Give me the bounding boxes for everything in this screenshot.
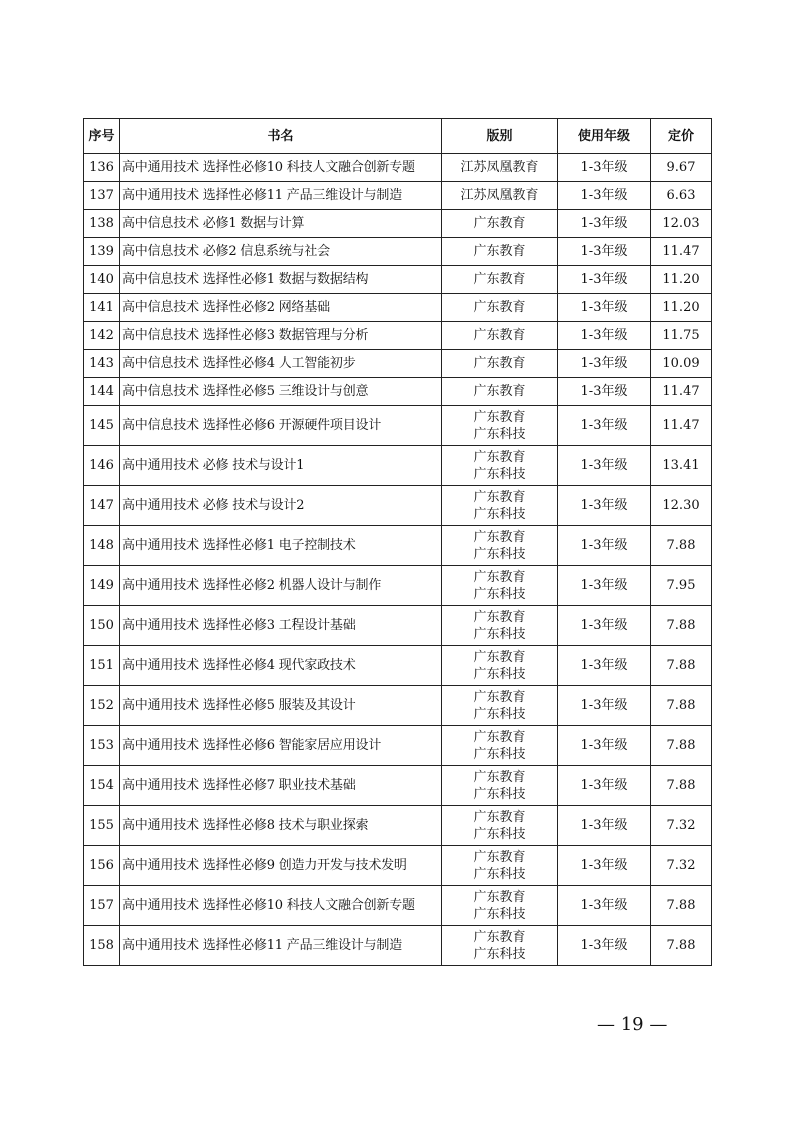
cell-book-name: 高中信息技术 选择性必修6 开源硬件项目设计 [120,406,442,446]
cell-price: 9.67 [651,154,712,182]
cell-book-name: 高中信息技术 选择性必修4 人工智能初步 [120,350,442,378]
publisher-line: 广东科技 [473,546,526,562]
publisher-line: 广东教育 [473,384,526,399]
table-header [84,119,712,154]
publisher-line: 广东教育 [473,929,526,945]
header-name: 书名 [120,119,442,154]
table-row [84,486,712,526]
cell-seq: 147 [84,486,120,526]
publisher-line: 广东教育 [473,849,526,865]
cell-grade: 1-3年级 [558,182,651,210]
table-row [84,238,712,266]
cell-seq: 143 [84,350,120,378]
cell-book-name: 高中通用技术 选择性必修4 现代家政技术 [120,646,442,686]
cell-grade: 1-3年级 [558,210,651,238]
cell-price: 11.47 [651,238,712,266]
publisher-line: 广东教育 [473,529,526,545]
publisher-line: 广东科技 [473,826,526,842]
cell-book-name: 高中信息技术 必修2 信息系统与社会 [120,238,442,266]
cell-book-name: 高中通用技术 选择性必修11 产品三维设计与制造 [120,926,442,966]
cell-publisher [442,182,558,210]
table-row [84,886,712,926]
publisher-line: 广东科技 [473,426,526,442]
cell-book-name: 高中通用技术 选择性必修10 科技人文融合创新专题 [120,154,442,182]
page-number: — 19 — [597,1014,668,1035]
cell-publisher [442,378,558,406]
cell-price: 7.88 [651,526,712,566]
cell-price: 7.88 [651,606,712,646]
cell-price: 7.88 [651,686,712,726]
cell-book-name: 高中通用技术 选择性必修5 服装及其设计 [120,686,442,726]
table-row [84,406,712,446]
cell-publisher [442,154,558,182]
cell-book-name: 高中通用技术 选择性必修6 智能家居应用设计 [120,726,442,766]
cell-seq: 150 [84,606,120,646]
cell-price: 12.03 [651,210,712,238]
cell-grade: 1-3年级 [558,726,651,766]
cell-publisher [442,406,558,446]
cell-publisher [442,566,558,606]
cell-grade: 1-3年级 [558,378,651,406]
cell-book-name: 高中通用技术 选择性必修2 机器人设计与制作 [120,566,442,606]
header-publisher: 版别 [442,119,558,154]
publisher-line: 广东教育 [473,244,526,259]
table-row [84,526,712,566]
cell-seq: 148 [84,526,120,566]
publisher-line: 广东教育 [473,328,526,343]
publisher-line: 江苏凤凰教育 [460,188,539,203]
cell-grade: 1-3年级 [558,846,651,886]
cell-publisher [442,766,558,806]
cell-price: 7.88 [651,886,712,926]
table-row [84,646,712,686]
publisher-line: 广东教育 [473,272,526,287]
cell-grade: 1-3年级 [558,606,651,646]
cell-seq: 155 [84,806,120,846]
table-row [84,446,712,486]
cell-seq: 151 [84,646,120,686]
cell-price: 6.63 [651,182,712,210]
cell-grade: 1-3年级 [558,154,651,182]
cell-price: 10.09 [651,350,712,378]
cell-seq: 136 [84,154,120,182]
cell-publisher [442,526,558,566]
table-row [84,686,712,726]
cell-seq: 154 [84,766,120,806]
publisher-line: 广东教育 [473,809,526,825]
cell-price: 11.47 [651,378,712,406]
cell-grade: 1-3年级 [558,350,651,378]
cell-grade: 1-3年级 [558,294,651,322]
cell-book-name: 高中信息技术 必修1 数据与计算 [120,210,442,238]
cell-book-name: 高中通用技术 选择性必修1 电子控制技术 [120,526,442,566]
cell-publisher [442,486,558,526]
cell-publisher [442,646,558,686]
cell-grade: 1-3年级 [558,766,651,806]
cell-publisher [442,210,558,238]
cell-grade: 1-3年级 [558,266,651,294]
cell-book-name: 高中通用技术 选择性必修11 产品三维设计与制造 [120,182,442,210]
table-row [84,210,712,238]
table-row [84,182,712,210]
publisher-line: 广东教育 [473,356,526,371]
publisher-line: 广东教育 [473,300,526,315]
cell-seq: 137 [84,182,120,210]
cell-seq: 149 [84,566,120,606]
publisher-line: 广东科技 [473,786,526,802]
publisher-line: 广东科技 [473,866,526,882]
publisher-line: 广东科技 [473,946,526,962]
publisher-line: 广东科技 [473,666,526,682]
cell-seq: 140 [84,266,120,294]
table-row [84,322,712,350]
cell-price: 11.20 [651,294,712,322]
cell-book-name: 高中通用技术 必修 技术与设计1 [120,446,442,486]
publisher-line: 广东科技 [473,906,526,922]
cell-price: 13.41 [651,446,712,486]
publisher-line: 广东教育 [473,689,526,705]
cell-price: 7.32 [651,846,712,886]
cell-book-name: 高中信息技术 选择性必修3 数据管理与分析 [120,322,442,350]
publisher-line: 广东教育 [473,769,526,785]
publisher-line: 广东教育 [473,569,526,585]
cell-seq: 141 [84,294,120,322]
table-row [84,766,712,806]
publisher-line: 广东教育 [473,409,526,425]
publisher-line: 广东教育 [473,489,526,505]
cell-seq: 156 [84,846,120,886]
publisher-line: 广东科技 [473,506,526,522]
header-price: 定价 [651,119,712,154]
cell-publisher [442,726,558,766]
cell-grade: 1-3年级 [558,322,651,350]
publisher-line: 广东科技 [473,466,526,482]
cell-publisher [442,294,558,322]
cell-book-name: 高中通用技术 选择性必修3 工程设计基础 [120,606,442,646]
cell-publisher [442,266,558,294]
publisher-line: 广东教育 [473,649,526,665]
table-row [84,154,712,182]
table-row [84,266,712,294]
table-row [84,606,712,646]
header-seq: 序号 [84,119,120,154]
cell-grade: 1-3年级 [558,806,651,846]
cell-price: 7.88 [651,926,712,966]
cell-publisher [442,446,558,486]
cell-grade: 1-3年级 [558,486,651,526]
publisher-line: 广东科技 [473,586,526,602]
publisher-line: 广东教育 [473,216,526,231]
cell-seq: 144 [84,378,120,406]
cell-price: 11.20 [651,266,712,294]
cell-price: 7.32 [651,806,712,846]
cell-publisher [442,886,558,926]
cell-publisher [442,926,558,966]
cell-seq: 145 [84,406,120,446]
cell-book-name: 高中通用技术 必修 技术与设计2 [120,486,442,526]
cell-price: 11.47 [651,406,712,446]
cell-publisher [442,350,558,378]
cell-seq: 152 [84,686,120,726]
cell-grade: 1-3年级 [558,406,651,446]
cell-publisher [442,322,558,350]
table-row [84,806,712,846]
cell-price: 7.95 [651,566,712,606]
table-row [84,350,712,378]
cell-seq: 153 [84,726,120,766]
cell-price: 7.88 [651,646,712,686]
publisher-line: 广东教育 [473,729,526,745]
cell-book-name: 高中通用技术 选择性必修7 职业技术基础 [120,766,442,806]
cell-book-name: 高中信息技术 选择性必修2 网络基础 [120,294,442,322]
cell-grade: 1-3年级 [558,238,651,266]
cell-grade: 1-3年级 [558,526,651,566]
cell-publisher [442,806,558,846]
publisher-line: 广东科技 [473,706,526,722]
cell-book-name: 高中通用技术 选择性必修8 技术与职业探索 [120,806,442,846]
header-grade: 使用年级 [558,119,651,154]
table-row [84,378,712,406]
table-row [84,566,712,606]
cell-grade: 1-3年级 [558,566,651,606]
table-row [84,926,712,966]
publisher-line: 广东科技 [473,746,526,762]
cell-grade: 1-3年级 [558,646,651,686]
cell-book-name: 高中通用技术 选择性必修9 创造力开发与技术发明 [120,846,442,886]
cell-seq: 146 [84,446,120,486]
cell-price: 7.88 [651,766,712,806]
table-body [84,154,712,966]
cell-seq: 138 [84,210,120,238]
cell-grade: 1-3年级 [558,446,651,486]
publisher-line: 广东教育 [473,449,526,465]
cell-publisher [442,686,558,726]
cell-price: 11.75 [651,322,712,350]
cell-grade: 1-3年级 [558,686,651,726]
cell-price: 7.88 [651,726,712,766]
cell-publisher [442,606,558,646]
cell-book-name: 高中信息技术 选择性必修5 三维设计与创意 [120,378,442,406]
table-row [84,846,712,886]
cell-seq: 142 [84,322,120,350]
cell-grade: 1-3年级 [558,926,651,966]
publisher-line: 广东教育 [473,889,526,905]
table-row [84,294,712,322]
cell-seq: 158 [84,926,120,966]
cell-publisher [442,238,558,266]
textbook-table [83,118,712,966]
cell-seq: 157 [84,886,120,926]
publisher-line: 广东科技 [473,626,526,642]
table-row [84,726,712,766]
cell-seq: 139 [84,238,120,266]
cell-book-name: 高中信息技术 选择性必修1 数据与数据结构 [120,266,442,294]
publisher-line: 广东教育 [473,609,526,625]
publisher-line: 江苏凤凰教育 [460,160,539,175]
cell-grade: 1-3年级 [558,886,651,926]
cell-price: 12.30 [651,486,712,526]
cell-publisher [442,846,558,886]
cell-book-name: 高中通用技术 选择性必修10 科技人文融合创新专题 [120,886,442,926]
